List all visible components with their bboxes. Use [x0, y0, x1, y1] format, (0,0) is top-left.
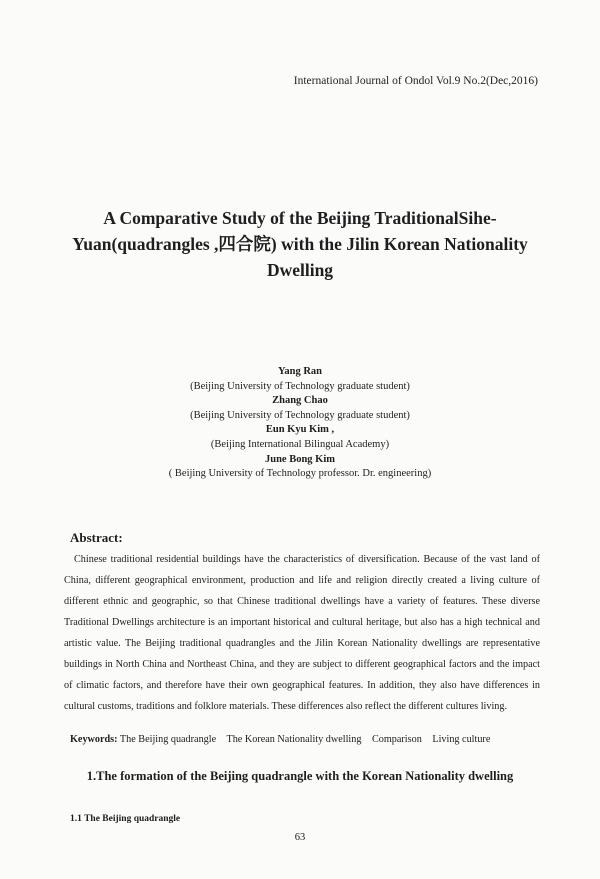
section-heading: 1.The formation of the Beijing quadrangle with the Korean Nationality dwelling	[86, 769, 514, 783]
author-name: Eun Kyu Kim ,	[265, 424, 335, 436]
author-block	[100, 365, 500, 482]
page-number: 63	[294, 832, 306, 843]
author-name: Yang Ran	[277, 366, 323, 377]
author-name: Zhang Chao	[272, 395, 328, 407]
subsection-heading: 1.1 The Beijing quadrangle	[70, 814, 181, 824]
author-affiliation: (Beijing University of Technology graduate student)	[190, 380, 410, 392]
keywords-label: Keywords:	[70, 734, 118, 745]
author-affiliation: ( Beijing University of Technology professor. Dr. engineering)	[168, 468, 432, 480]
title-line-2: Yuan(quadrangles ,四合院) with the Jilin Korean Nationality	[72, 234, 528, 254]
author-name: June Bong Kim	[264, 453, 335, 465]
keyword: The Beijing quadrangle	[119, 734, 217, 745]
abstract-heading: Abstract:	[70, 530, 123, 545]
keyword: The Korean Nationality dwelling	[226, 734, 362, 745]
journal-header: International Journal of Ondol Vol.9 No.2(Dec,2016)	[293, 75, 538, 87]
paper-title	[60, 205, 540, 283]
title-line-3: Dwelling	[266, 260, 334, 280]
author-affiliation: (Beijing International Bilingual Academy)	[210, 438, 390, 450]
abstract-body: Chinese traditional residential buildings have the characteristics of diversification. Because of the vast land of China, different geographical environment, production and life and religion directly created a living culture of different ethnic and geographic, so that Chinese traditional dwellings have a variety of features. These diverse Traditional Dwellings architecture is an important historical and cultural heritage, but also has a high technical and artistic value. The Beijing traditional quadrangles and the Jilin Korean Nationality dwellings are representative buildings in North China and Northeast China, and they are subject to different geographical factors and the impact of climatic factors, and therefore have their own geographical features. In addition, they also have differences in cultural customs, traditions and folklore materials. These differences also reflect the different cultures living.	[64, 554, 540, 712]
keyword: Living culture	[432, 734, 491, 745]
title-line-1: A Comparative Study of the Beijing TraditionalSihe-	[103, 208, 497, 228]
author-affiliation: (Beijing University of Technology graduate student)	[190, 409, 410, 421]
keyword: Comparison	[371, 734, 422, 745]
keywords-line	[70, 734, 540, 745]
